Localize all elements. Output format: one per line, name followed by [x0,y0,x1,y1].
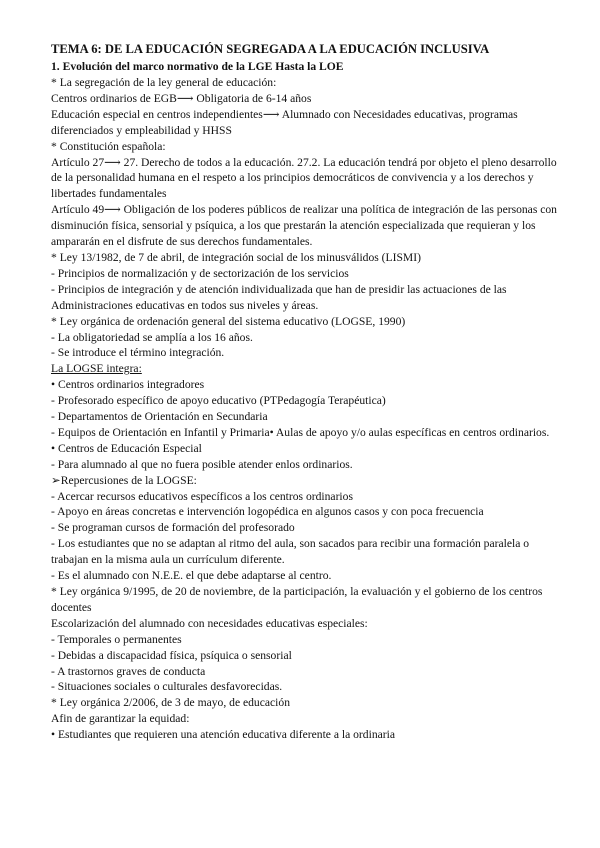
text-line: - Se introduce el término integración. [51,346,225,360]
document-page [51,41,561,743]
text-line: - Principios de integración y de atención individualizada que han de presidir las actuaciones de las Administraciones educativas en todos sus niveles y áreas. [51,282,507,312]
text-line: • Centros ordinarios integradores [51,378,205,392]
text-line: * La segregación de la ley general de educación: [51,76,277,89]
text-line: - La obligatoriedad se amplía a los 16 años. [51,330,253,344]
text-line: - Situaciones sociales o culturales desfavorecidas. [51,680,283,694]
text-line: - Temporales o permanentes [51,632,182,646]
text-line: * Constitución española: [51,139,166,153]
text-line: - Los estudiantes que no se adaptan al ritmo del aula, son sacados para recibir una formación paralela o trabajan en la misma aula un currículum diferente. [51,537,530,567]
text-line: Artículo 27⟶ 27. Derecho de todos a la educación. 27.2. La educación tendrá por objeto el pleno desarrollo de la personalidad humana en el respeto a los principios democráticos de convivencia y a los derechos y libertades fundamentales [51,155,557,201]
text-line: * Ley 13/1982, de 7 de abril, de integración social de los minusválidos (LISMI) [51,250,421,264]
text-line: • Estudiantes que requieren una atención educativa diferente a la ordinaria [51,728,395,742]
text-line: - Es el alumnado con N.E.E. el que debe adaptarse al centro. [51,569,332,583]
text-line: - Acercar recursos educativos específicos a los centros ordinarios [51,489,353,503]
text-line: - Se programan cursos de formación del profesorado [51,521,295,535]
text-line: - Departamentos de Orientación en Secundaria [51,410,268,424]
text-line: - Equipos de Orientación en Infantil y Primaria• Aulas de apoyo y/o aulas específicas en centros ordinarios. [51,425,550,439]
text-line: - Debidas a discapacidad física, psíquica o sensorial [51,648,292,662]
underlined-heading: La LOGSE integra: [51,362,142,376]
text-line: Educación especial en centros independientes⟶ Alumnado con Necesidades educativas, programas diferenciados y empleabilidad y HHSS [51,107,518,137]
text-line: • Centros de Educación Especial [51,441,202,455]
text-line: Artículo 49⟶ Obligación de los poderes públicos de realizar una política de integración de las personas con disminución física, sensorial y psíquica, a los que prestarán la atención especializada que requieran y los ampararán en el disfrute de sus derechos fundamentales. [51,203,557,249]
text-line: - Profesorado específico de apoyo educativo (PTPedagogía Terapéutica) [51,394,386,408]
text-line: Centros ordinarios de EGB⟶ Obligatoria de 6-14 años [51,91,312,105]
text-line: - Apoyo en áreas concretas e intervención logopédica en algunos casos y con poca frecuencia [51,505,484,519]
text-line: Escolarización del alumnado con necesidades educativas especiales: [51,616,368,630]
text-line: * Ley orgánica de ordenación general del sistema educativo (LOGSE, 1990) [51,314,406,328]
text-line: * Ley orgánica 9/1995, de 20 de noviembre, de la participación, la evaluación y el gobierno de los centros docentes [51,585,543,614]
text-line: * Ley orgánica 2/2006, de 3 de mayo, de educación [51,696,290,710]
text-line: ➢Repercusiones de la LOGSE: [51,473,197,487]
text-line: - Para alumnado al que no fuera posible atender enlos ordinarios. [51,457,353,471]
text-line: - A trastornos graves de conducta [51,664,206,678]
document-title: TEMA 6: DE LA EDUCACIÓN SEGREGADA A LA EDUCACIÓN INCLUSIVA [51,42,490,56]
text-line: - Principios de normalización y de sectorización de los servicios [51,266,349,280]
section-heading: 1. Evolución del marco normativo de la LGE Hasta la LOE [51,60,344,73]
text-line: Afin de garantizar la equidad: [51,712,190,726]
